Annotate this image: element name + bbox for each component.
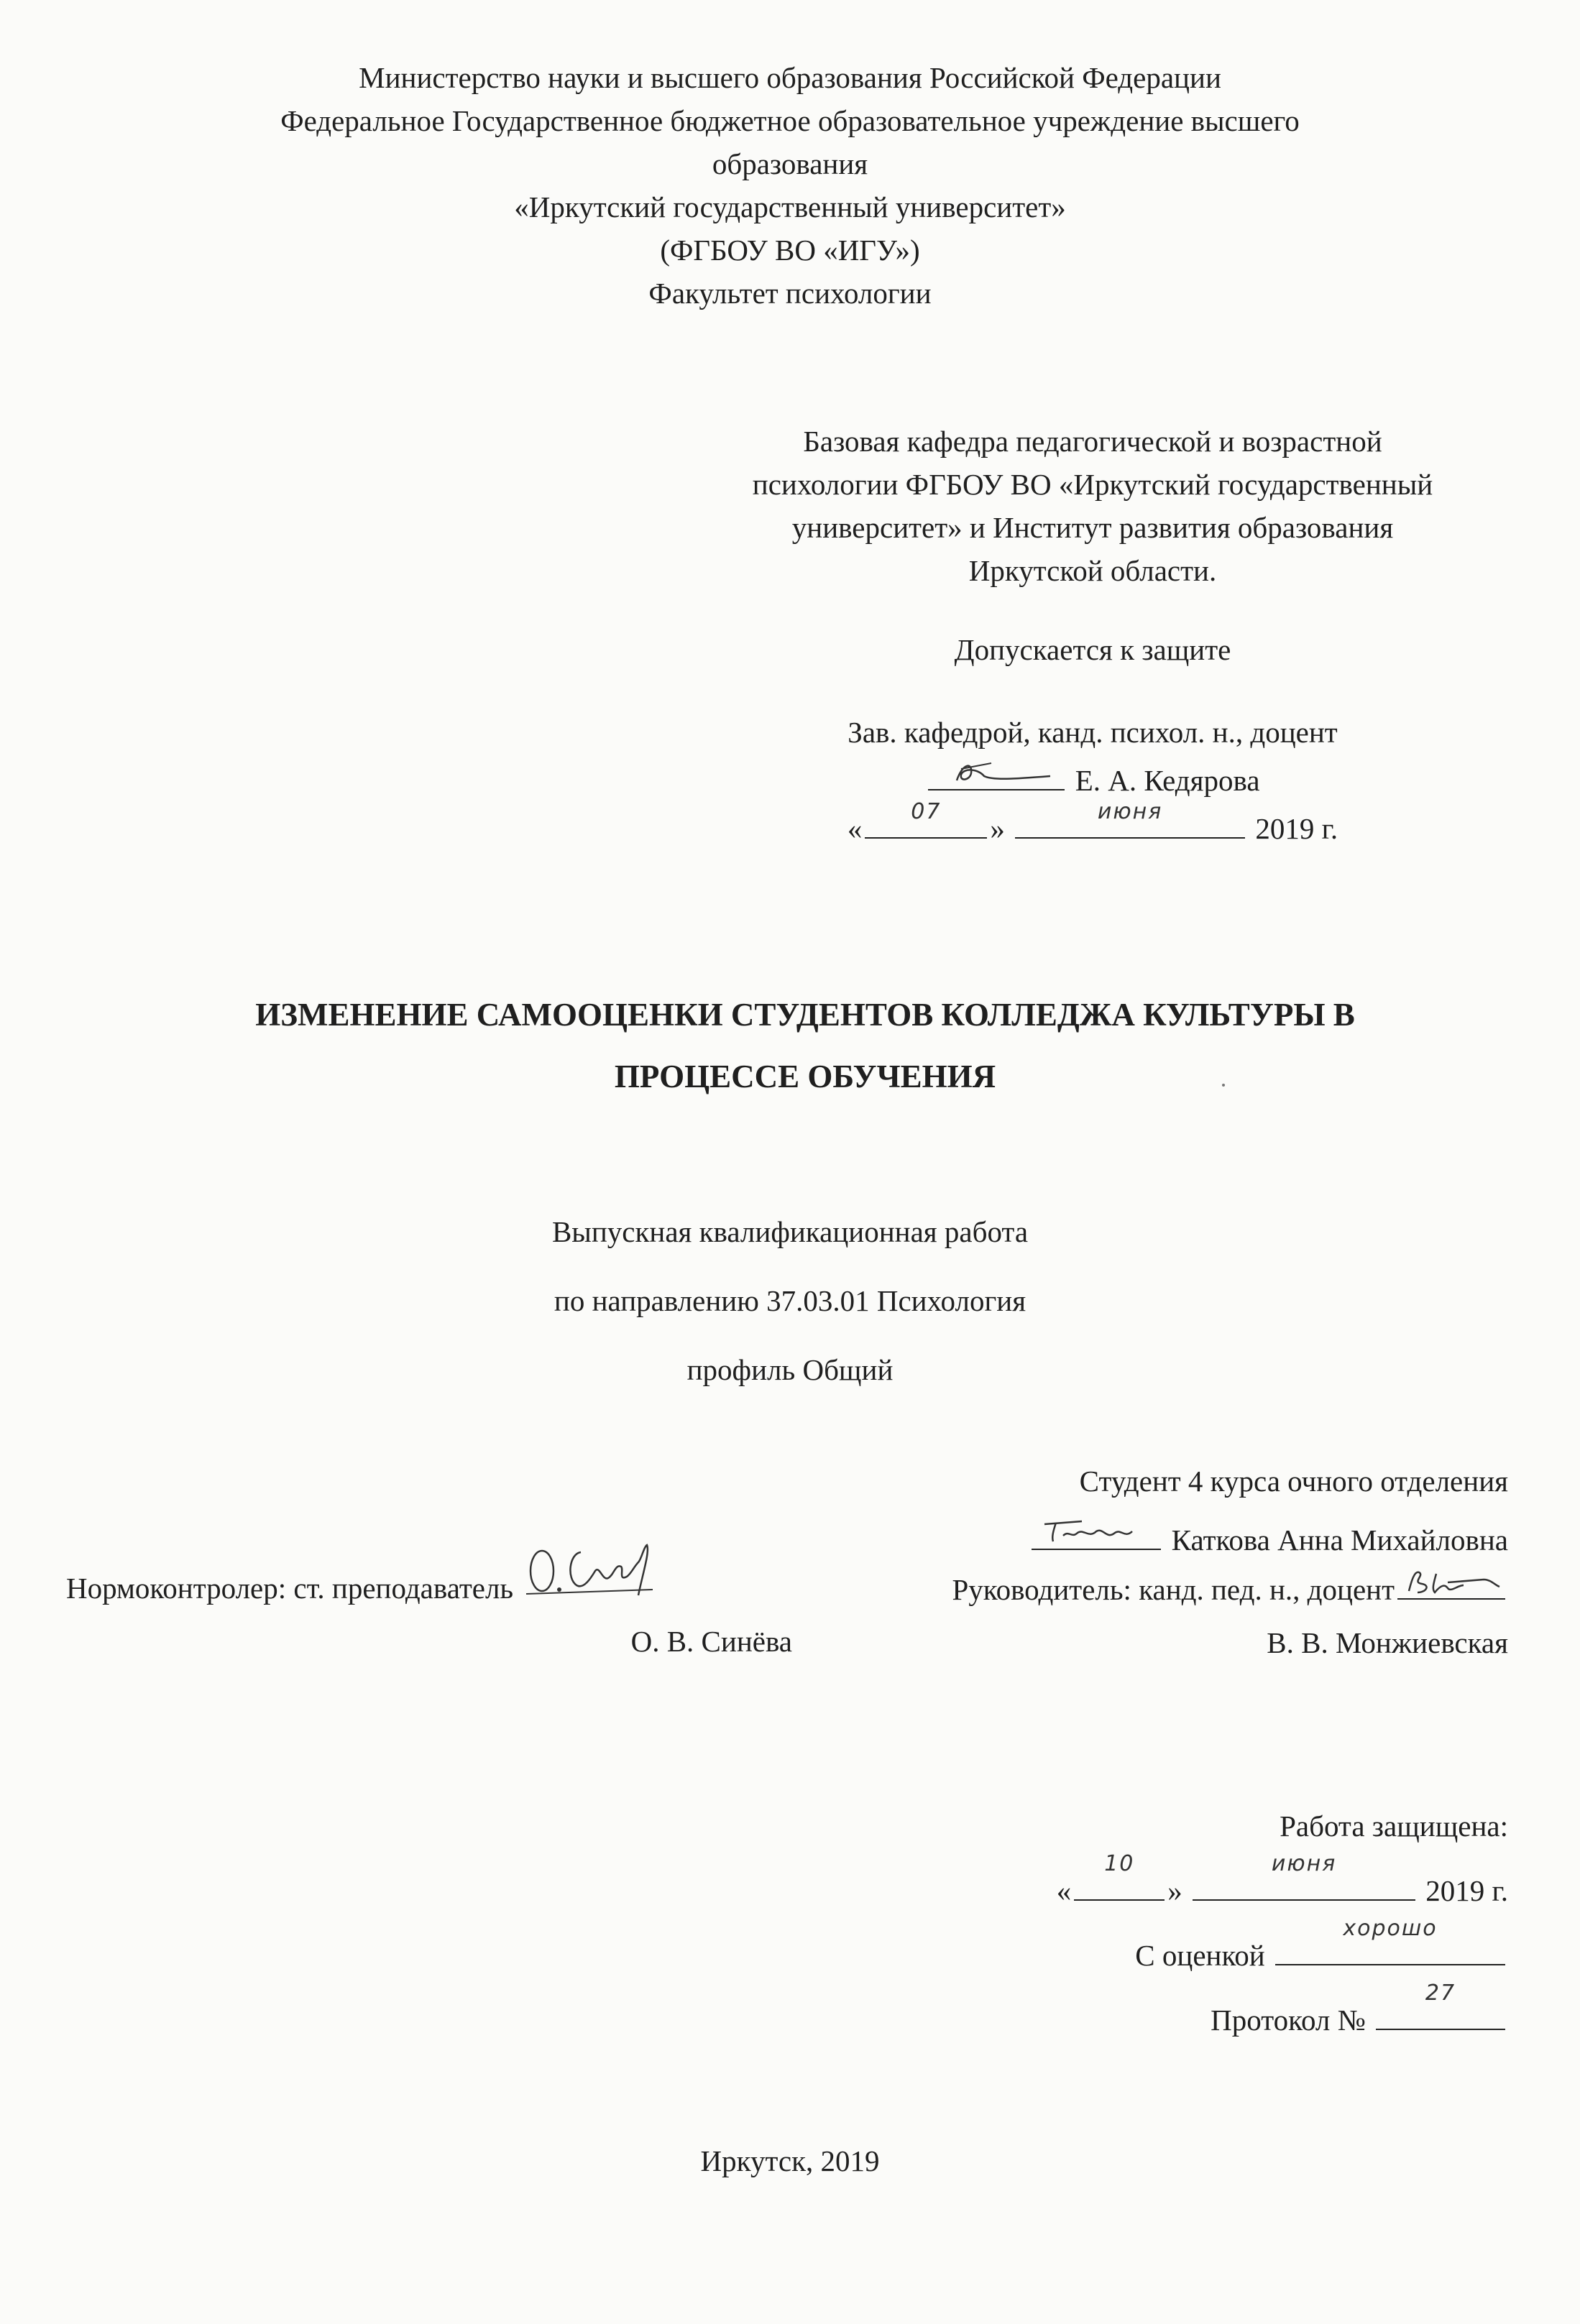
approval-date-open: « — [847, 812, 863, 845]
head-signature-field — [928, 755, 1065, 790]
university-abbr: (ФГБОУ ВО «ИГУ») — [660, 234, 920, 267]
faculty-name: Факультет психологии — [648, 277, 932, 310]
institution-type-line: Федеральное Государственное бюджетное образовательное учреждение высшего — [280, 104, 1300, 137]
defense-month-value: июня — [1271, 1851, 1337, 1876]
city-year: Иркутск, 2019 — [700, 2144, 880, 2177]
student-name: Каткова Анна Михайловна — [1171, 1523, 1508, 1557]
work-profile: профиль Общий — [686, 1353, 894, 1386]
scan-speck — [1222, 1084, 1225, 1087]
protocol-value: 27 — [1425, 1981, 1456, 2006]
approval-date-line — [647, 799, 1538, 851]
normcontrol-line — [66, 1564, 792, 1612]
work-direction: по направлению 37.03.01 Психология — [554, 1284, 1026, 1317]
grade-value: хорошо — [1343, 1916, 1438, 1941]
grade-label: С оценкой — [1135, 1939, 1265, 1972]
defense-label: Работа защищена: — [1280, 1809, 1508, 1843]
department-line-4: Иркутской области. — [968, 554, 1217, 587]
student-block — [863, 1452, 1508, 1569]
student-signature-line — [863, 1511, 1508, 1569]
header-block — [72, 56, 1508, 315]
approval-day-value: 07 — [911, 799, 942, 824]
normcontrol-name: О. В. Синёва — [630, 1625, 792, 1658]
department-line-2: психологии ФГБОУ ВО «Иркутский государственный — [752, 468, 1433, 501]
thesis-title-line-1: ИЗМЕНЕНИЕ САМООЦЕНКИ СТУДЕНТОВ КОЛЛЕДЖА КУЛЬТУРЫ В — [255, 997, 1355, 1033]
work-type: Выпускная квалификационная работа — [551, 1215, 1029, 1248]
head-name: Е. А. Кедярова — [1075, 764, 1260, 797]
thesis-title — [101, 985, 1510, 1107]
supervisor-signature-field — [1397, 1564, 1505, 1600]
normcontrol-signature-field — [523, 1564, 667, 1598]
protocol-label: Протокол № — [1211, 2003, 1366, 2037]
defense-month-field — [1193, 1851, 1415, 1901]
approval-month-field — [1015, 799, 1245, 839]
supervisor-name: В. В. Монжиевская — [1267, 1626, 1508, 1659]
admitted-label: Допускается к защите — [954, 633, 1231, 666]
defense-day-field — [1074, 1851, 1165, 1901]
approval-month-value: июня — [1097, 799, 1163, 824]
defense-date-open: « — [1056, 1874, 1072, 1907]
supervisor-line — [827, 1564, 1508, 1613]
supervisor-block — [827, 1564, 1508, 1666]
normcontrol-signature-icon — [523, 1538, 667, 1603]
defense-year: 2019 г. — [1425, 1874, 1508, 1907]
university-name: «Иркутский государственный университет» — [514, 190, 1066, 223]
approval-day-field — [865, 799, 987, 839]
thesis-title-line-2: ПРОЦЕССЕ ОБУЧЕНИЯ — [614, 1058, 996, 1094]
approval-date-close: » — [990, 812, 1005, 845]
footer-block — [72, 2140, 1508, 2182]
supervisor-label: Руководитель: канд. пед. н., доцент — [952, 1573, 1395, 1606]
institution-type-line-2: образования — [712, 147, 868, 180]
approval-year: 2019 г. — [1255, 812, 1338, 845]
head-title: Зав. кафедрой, канд. психол. н., доцент — [848, 716, 1338, 749]
student-signature-field — [1032, 1514, 1161, 1550]
work-description — [72, 1197, 1508, 1404]
head-signature-icon — [928, 755, 1065, 789]
defense-block — [863, 1794, 1508, 2052]
normcontrol-block — [66, 1564, 792, 1665]
ministry-line: Министерство науки и высшего образования Российской Федерации — [359, 61, 1221, 94]
student-label: Студент 4 курса очного отделения — [1079, 1465, 1508, 1498]
department-block — [647, 420, 1538, 592]
approval-block — [647, 628, 1538, 671]
department-line-3: университет» и Институт развития образования — [791, 511, 1394, 544]
defense-date-close: » — [1167, 1874, 1182, 1907]
grade-field — [1275, 1916, 1505, 1965]
supervisor-signature-icon — [1397, 1564, 1505, 1598]
protocol-line — [863, 1981, 1508, 2052]
department-line-1: Базовая кафедра педагогической и возрастной — [803, 425, 1382, 458]
defense-day-value: 10 — [1104, 1851, 1135, 1876]
head-block — [647, 710, 1538, 851]
normcontrol-label: Нормоконтролер: ст. преподаватель — [66, 1572, 514, 1605]
protocol-field — [1376, 1981, 1505, 2030]
student-signature-icon — [1032, 1514, 1161, 1549]
